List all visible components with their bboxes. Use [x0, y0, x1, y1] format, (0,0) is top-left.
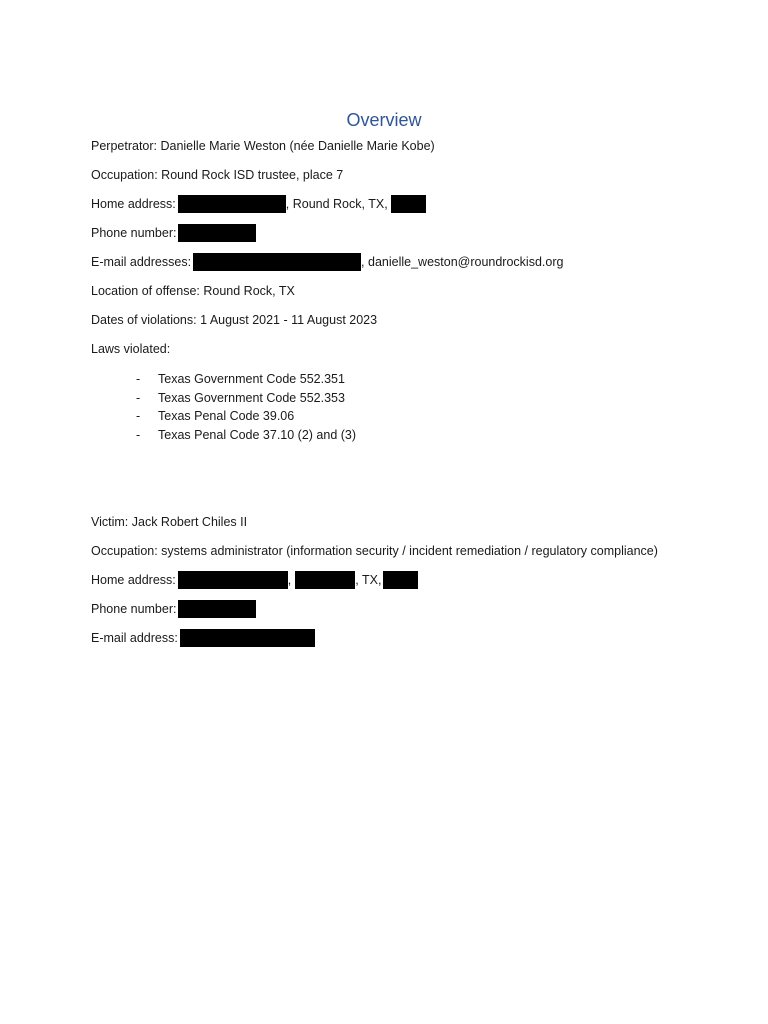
laws-violated-label: Laws violated:: [91, 342, 171, 356]
perpetrator-home-address: [91, 195, 426, 213]
perpetrator-name: Perpetrator: Danielle Marie Weston (née Danielle Marie Kobe): [91, 139, 435, 153]
address-separator: ,: [287, 573, 292, 587]
list-item: - Texas Penal Code 37.10 (2) and (3): [136, 427, 357, 442]
redacted-block: [178, 571, 288, 589]
redacted-block: [178, 224, 256, 242]
redacted-block: [178, 195, 286, 213]
redacted-block: [193, 253, 361, 271]
list-item: - Texas Government Code 552.353: [136, 390, 345, 405]
redacted-block: [295, 571, 355, 589]
victim-home-address: [91, 571, 418, 589]
laws-list: [136, 370, 356, 444]
home-address-label: Home address:: [91, 573, 176, 587]
redacted-block: [180, 629, 315, 647]
home-address-city: , Round Rock, TX,: [285, 197, 388, 211]
list-item: - Texas Government Code 552.351: [136, 372, 345, 386]
victim-occupation: Occupation: systems administrator (information security / incident remediation / regulatory compliance): [91, 544, 658, 558]
address-state: , TX,: [355, 573, 382, 587]
victim-phone: [91, 600, 256, 618]
phone-label: Phone number:: [91, 602, 177, 616]
location-of-offense: Location of offense: Round Rock, TX: [91, 284, 295, 298]
email-label: E-mail address:: [91, 631, 178, 645]
dates-of-violations: Dates of violations: 1 August 2021 - 11 August 2023: [91, 313, 378, 327]
perpetrator-occupation: Occupation: Round Rock ISD trustee, place 7: [91, 168, 344, 182]
email-label: E-mail addresses:: [91, 255, 192, 269]
email-visible: , danielle_weston@roundrockisd.org: [361, 255, 564, 269]
victim-name: Victim: Jack Robert Chiles II: [91, 515, 248, 529]
perpetrator-phone: [91, 224, 256, 242]
list-item: - Texas Penal Code 39.06: [136, 409, 295, 423]
perpetrator-emails: [91, 253, 563, 271]
redacted-block: [178, 600, 256, 618]
victim-email: [91, 629, 315, 647]
redacted-block: [383, 571, 418, 589]
phone-label: Phone number:: [91, 226, 177, 240]
page-title: Overview: [346, 110, 422, 130]
redacted-block: [391, 195, 426, 213]
home-address-label: Home address:: [91, 197, 176, 211]
